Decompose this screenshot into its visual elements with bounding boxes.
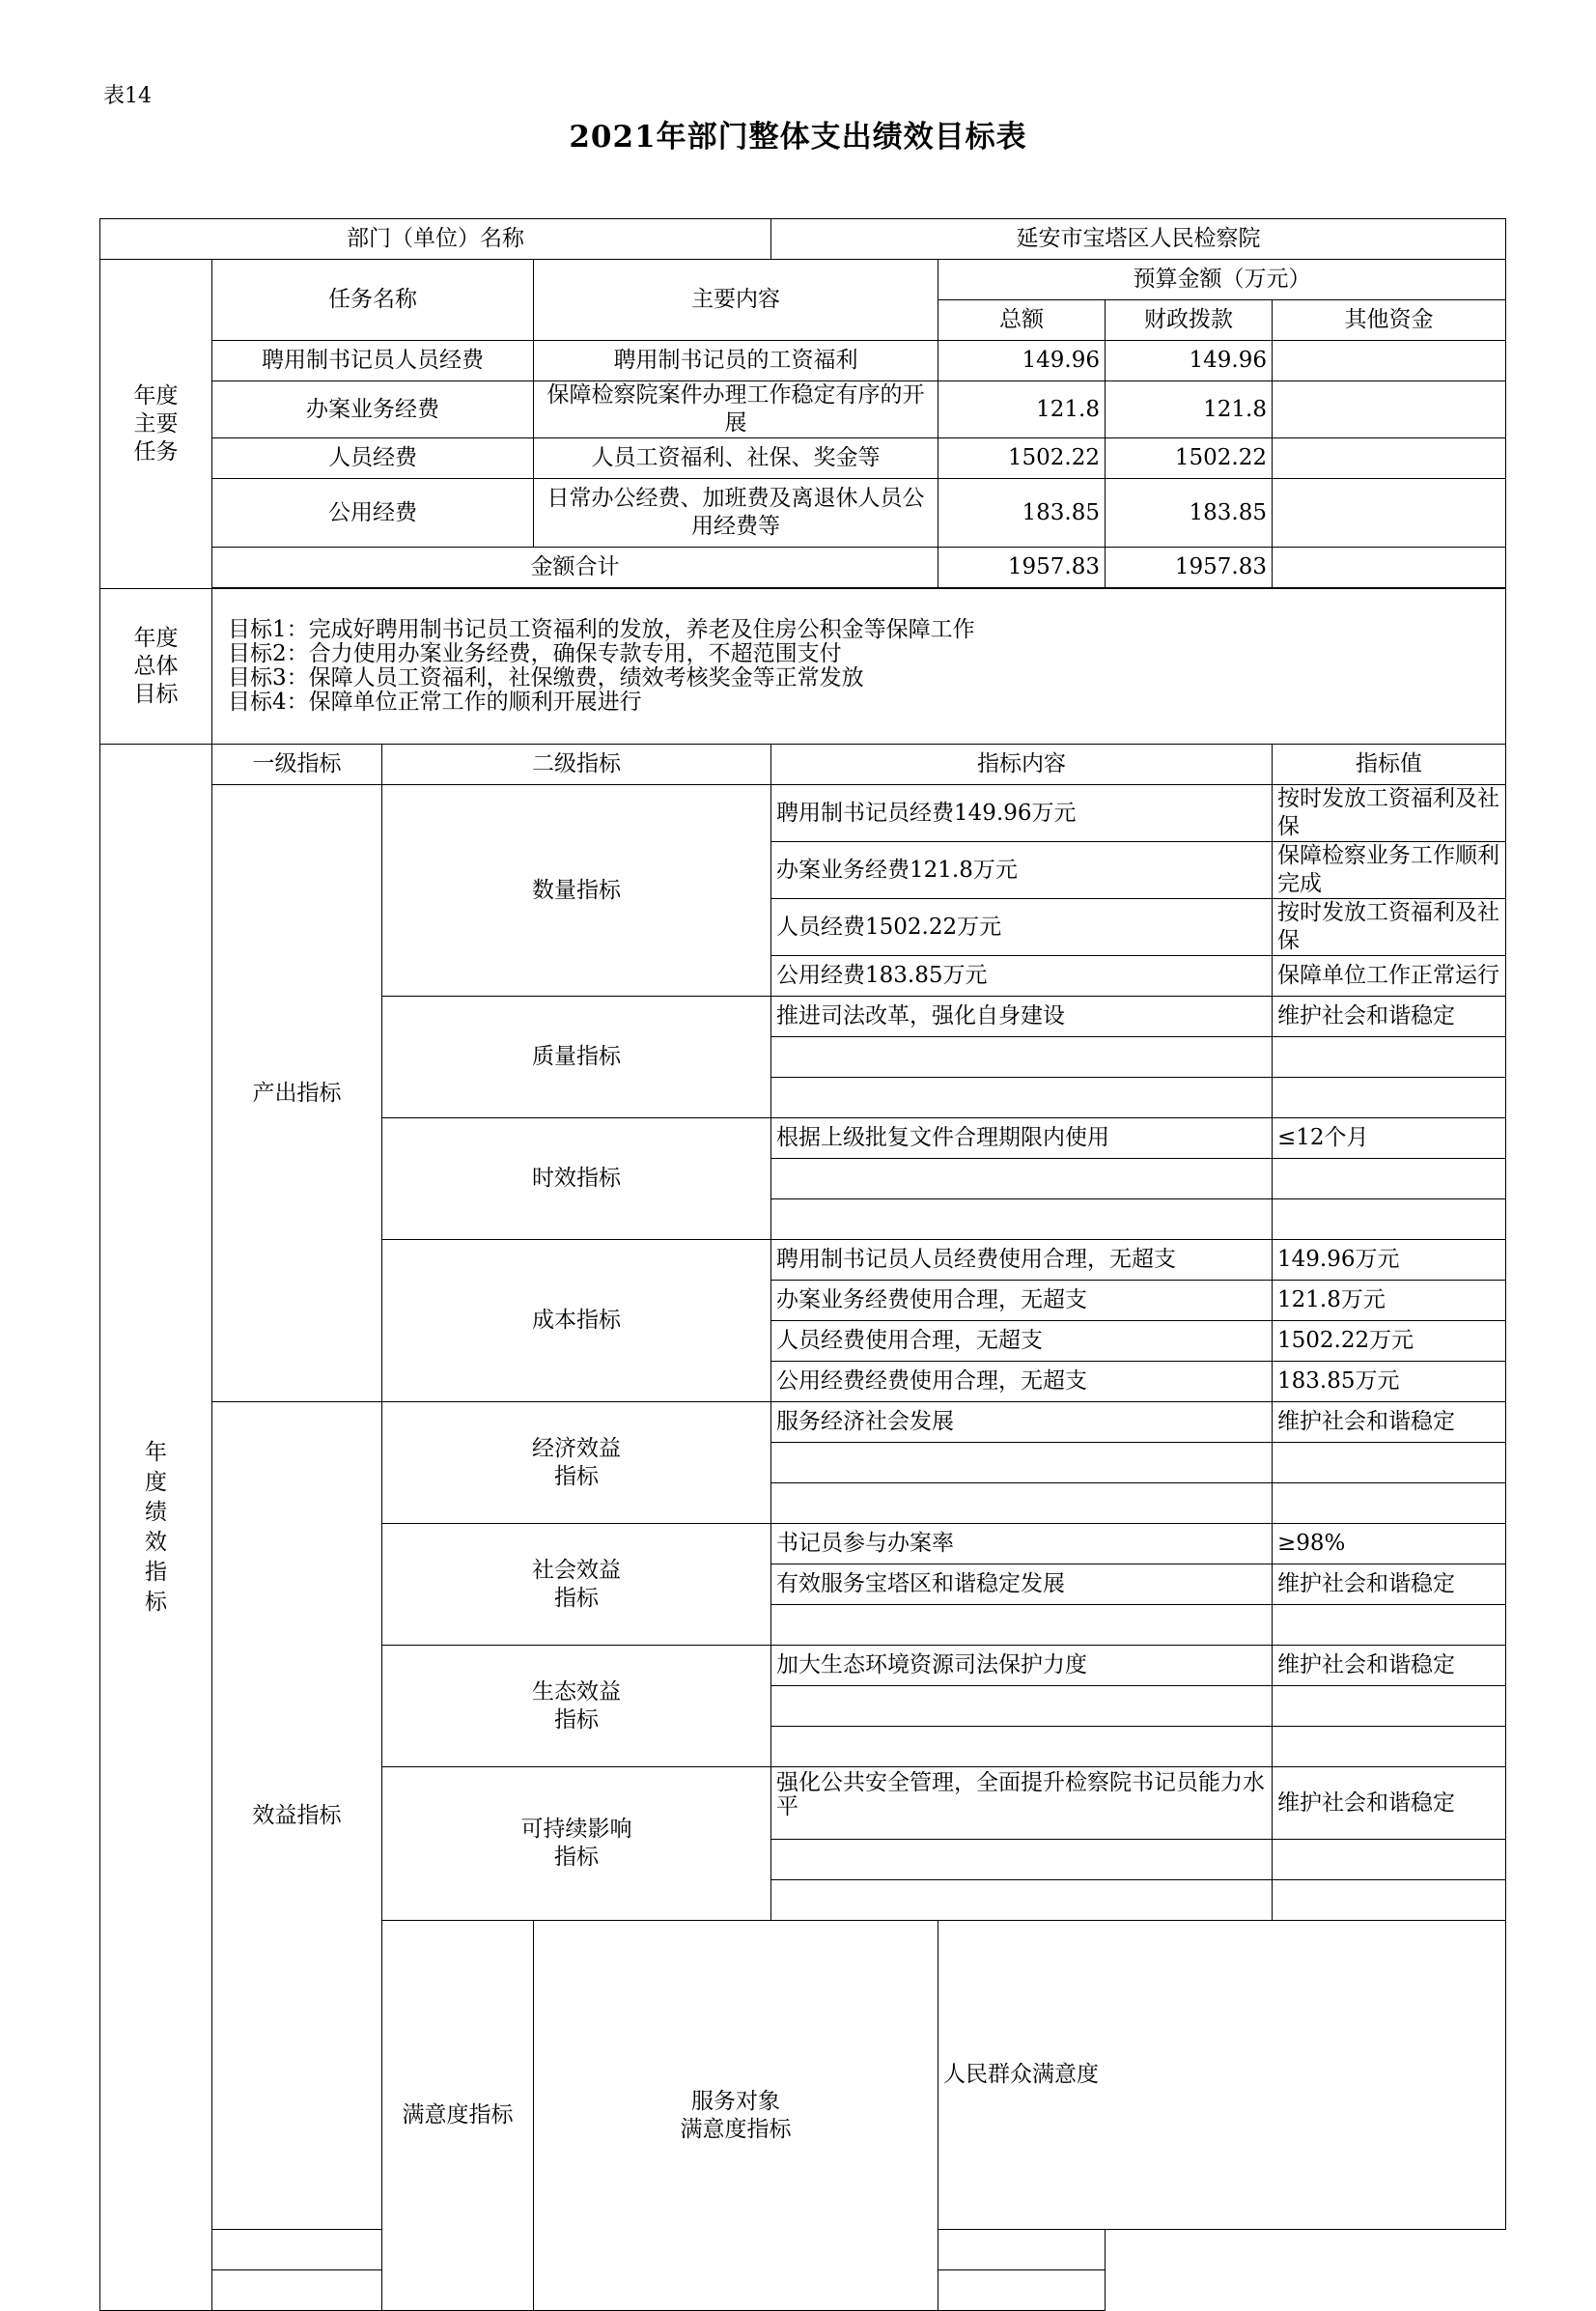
tasks-side-label: 年度 主要 任务 xyxy=(100,260,212,589)
sum-total: 1957.83 xyxy=(938,548,1106,588)
sum-label: 金额合计 xyxy=(212,548,938,588)
level2-cost: 成本指标 xyxy=(382,1240,771,1402)
indicator-row: 有效服务宝塔区和谐稳定发展 维护社会和谐稳定 xyxy=(100,1564,1506,1605)
col-budget: 预算金额（万元） xyxy=(938,260,1506,300)
task-row: 公用经费 日常办公经费、加班费及离退休人员公用经费等 183.85 183.85 xyxy=(100,479,1506,548)
indicator-row: 人员经费1502.22万元 按时发放工资福利及社保 xyxy=(100,899,1506,956)
level2-timeliness: 时效指标 xyxy=(382,1118,771,1240)
indicator-row: 时效指标 根据上级批复文件合理期限内使用 ≤12个月 xyxy=(100,1118,1506,1159)
col-main-content: 主要内容 xyxy=(534,260,938,341)
indicator-row: 效益指标 经济效益 指标 服务经济社会发展 维护社会和谐稳定 xyxy=(100,1402,1506,1443)
indicator-row: 办案业务经费121.8万元 保障检察业务工作顺利完成 xyxy=(100,842,1506,899)
dept-row xyxy=(100,219,1506,260)
level1-benefit: 效益指标 xyxy=(212,1402,382,2230)
col-other: 其他资金 xyxy=(1273,300,1506,341)
indicator-row: 质量指标 推进司法改革，强化自身建设 维护社会和谐稳定 xyxy=(100,997,1506,1037)
level1-output: 产出指标 xyxy=(212,785,382,1402)
dept-label: 部门（单位）名称 xyxy=(100,219,771,260)
col-total: 总额 xyxy=(938,300,1106,341)
col-indicator-content: 指标内容 xyxy=(771,745,1273,785)
indicator-row: 公用经费183.85万元 保障单位工作正常运行 xyxy=(100,956,1506,997)
level2-ecological: 生态效益 指标 xyxy=(382,1646,771,1767)
level1-satisfaction: 满意度指标 xyxy=(382,1921,534,2311)
col-level1: 一级指标 xyxy=(212,745,382,785)
level2-social: 社会效益 指标 xyxy=(382,1524,771,1646)
sum-other xyxy=(1273,548,1506,588)
col-task-name: 任务名称 xyxy=(212,260,534,341)
indicator-row: 满意度指标 服务对象 满意度指标 人民群众满意度 xyxy=(100,1921,1506,2230)
indicator-row: 成本指标 聘用制书记员人员经费使用合理，无超支 149.96万元 xyxy=(100,1240,1506,1281)
document-title: 2021年部门整体支出绩效目标表 xyxy=(569,120,1027,155)
indicator-row: 办案业务经费使用合理，无超支 121.8万元 xyxy=(100,1281,1506,1321)
level2-sustainable: 可持续影响 指标 xyxy=(382,1767,771,1921)
indicators-side-label: 年 度 绩 效 指 标 xyxy=(100,745,212,2311)
indicator-row: 公用经费经费使用合理，无超支 183.85万元 xyxy=(100,1362,1506,1402)
level2-service-satisfaction: 服务对象 满意度指标 xyxy=(534,1921,938,2311)
indicator-row: 社会效益 指标 书记员参与办案率 ≥98% xyxy=(100,1524,1506,1564)
col-fiscal: 财政拨款 xyxy=(1106,300,1273,341)
performance-target-table xyxy=(99,218,1506,2311)
indicator-row: 人员经费使用合理，无超支 1502.22万元 xyxy=(100,1321,1506,1362)
indicators-header-row xyxy=(100,745,1506,785)
task-row: 人员经费 人员工资福利、社保、奖金等 1502.22 1502.22 xyxy=(100,438,1506,479)
indicator-row: 产出指标 数量指标 聘用制书记员经费149.96万元 按时发放工资福利及社保 xyxy=(100,785,1506,842)
col-level2: 二级指标 xyxy=(382,745,771,785)
goals-content: 目标1：完成好聘用制书记员工资福利的发放，养老及住房公积金等保障工作 目标2：合力使用办案业务经费，确保专款专用，不超范围支付 目标3：保障人员工资福利，社保缴费，绩效考核奖金等正常发放 目标4：保障单位正常工作的顺利开展进行 xyxy=(212,589,1506,745)
table-number: 表14 xyxy=(103,84,152,108)
level2-economic: 经济效益 指标 xyxy=(382,1402,771,1524)
task-row: 办案业务经费 保障检察院案件办理工作稳定有序的开展 121.8 121.8 xyxy=(100,381,1506,438)
goals-row xyxy=(100,589,1506,745)
col-indicator-value: 指标值 xyxy=(1273,745,1506,785)
indicator-row: 生态效益 指标 加大生态环境资源司法保护力度 维护社会和谐稳定 xyxy=(100,1646,1506,1686)
goals-side-label: 年度 总体 目标 xyxy=(100,589,212,745)
task-row: 聘用制书记员人员经费 聘用制书记员的工资福利 149.96 149.96 xyxy=(100,341,1506,381)
sum-fiscal: 1957.83 xyxy=(1106,548,1273,588)
dept-name: 延安市宝塔区人民检察院 xyxy=(771,219,1506,260)
tasks-header-row xyxy=(100,260,1506,300)
level2-quality: 质量指标 xyxy=(382,997,771,1118)
task-sum-row xyxy=(100,548,1506,588)
level2-quantity: 数量指标 xyxy=(382,785,771,997)
indicator-row: 可持续影响 指标 强化公共安全管理，全面提升检察院书记员能力水平 维护社会和谐稳定 xyxy=(100,1767,1506,1840)
